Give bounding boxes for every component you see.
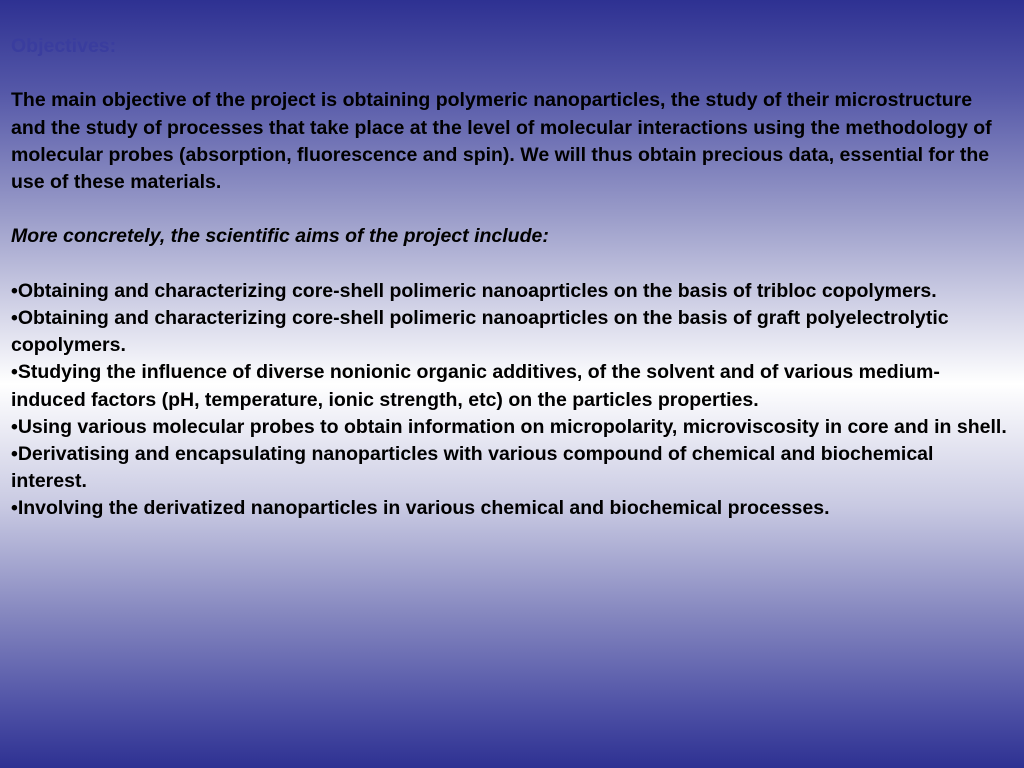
spacer bbox=[11, 196, 1011, 223]
spacer bbox=[11, 60, 1011, 87]
slide-content bbox=[11, 33, 1011, 523]
objectives-heading: Objectives: bbox=[11, 35, 117, 57]
spacer bbox=[11, 251, 1011, 278]
aims-intro: More concretely, the scientific aims of the project include: bbox=[11, 225, 549, 248]
aim-item: •Derivatising and encapsulating nanoparticles with various compound of chemical and biochemical interest. bbox=[11, 443, 934, 493]
aim-item: •Using various molecular probes to obtain information on micropolarity, microviscosity in core and in shell. bbox=[11, 415, 1007, 438]
intro-paragraph: The main objective of the project is obtaining polymeric nanoparticles, the study of their microstructure and the study of processes that take place at the level of molecular interactions using the methodology of molecular probes (absorption, fluorescence and spin). We will thus obtain precious data, essential for the use of these materials. bbox=[11, 89, 992, 193]
aim-item: •Studying the influence of diverse nonionic organic additives, of the solvent and of various medium-induced factors (pH, temperature, ionic strength, etc) on the particles properties. bbox=[11, 361, 940, 411]
aim-item: •Involving the derivatized nanoparticles in various chemical and biochemical processes. bbox=[11, 497, 830, 520]
aim-item: •Obtaining and characterizing core-shell polimeric nanoaprticles on the basis of tribloc copolymers. bbox=[11, 279, 937, 302]
aims-list bbox=[11, 278, 1011, 523]
aim-item: •Obtaining and characterizing core-shell polimeric nanoaprticles on the basis of graft polyelectrolytic copolymers. bbox=[11, 306, 949, 357]
